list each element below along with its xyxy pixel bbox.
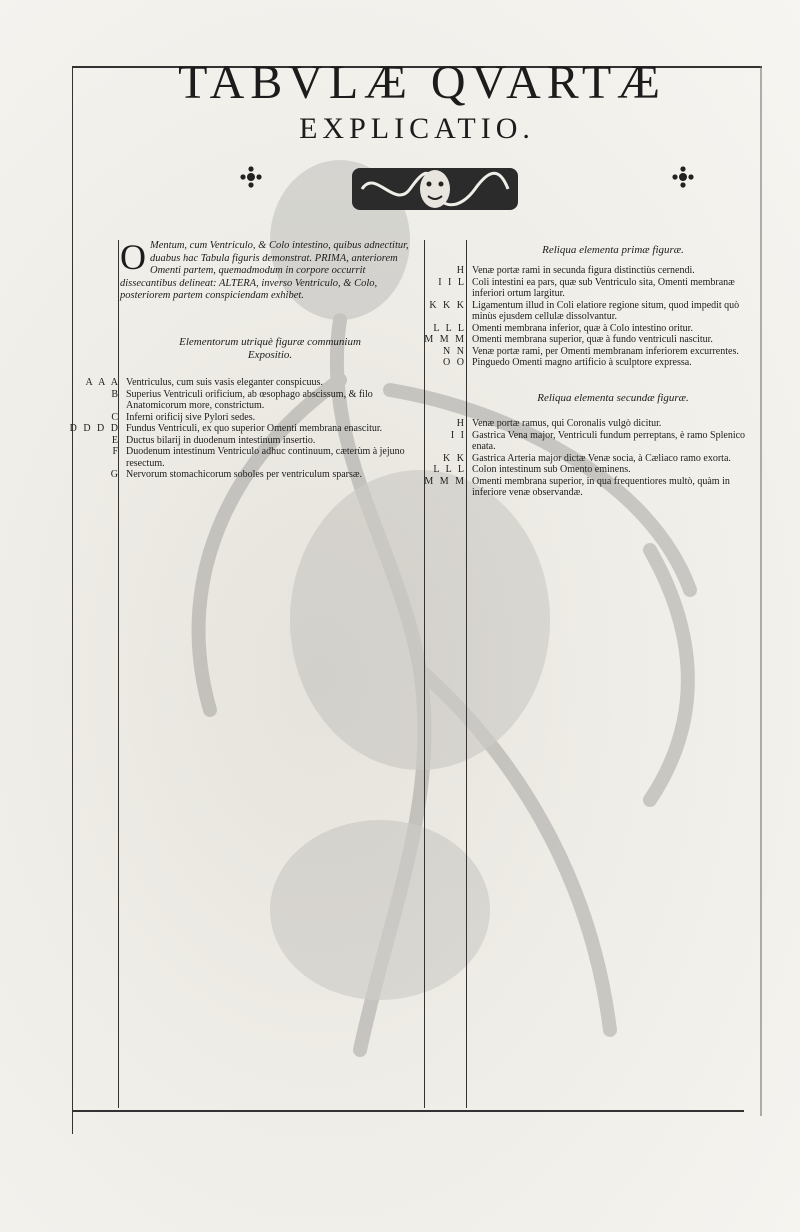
list-item — [456, 418, 757, 430]
item-label: G — [110, 469, 120, 480]
item-text: Nervorum stomachicorum soboles per ventriculum sparsæ. — [126, 469, 363, 480]
item-label: L L L — [433, 322, 466, 334]
item-label: O O — [443, 357, 466, 368]
first-figure-heading: Reliqua elementa primæ figuræ. — [542, 244, 684, 256]
item-label: M M M — [424, 475, 466, 487]
item-label: L L L — [433, 464, 466, 475]
item-text: Venæ portæ rami, per Omenti membranam inferiorem excurrentes. — [472, 345, 739, 357]
item-text: Omenti membrana inferior, quæ à Colo intestino oritur. — [472, 322, 693, 334]
item-label: A A A — [85, 377, 120, 388]
column-rule-middle — [424, 240, 425, 1108]
item-label: D D D D — [69, 423, 120, 434]
list-item — [433, 464, 757, 476]
list-item — [443, 452, 757, 465]
list-item — [429, 299, 757, 323]
second-figure-list — [424, 418, 757, 499]
list-item — [111, 411, 416, 424]
item-label: H — [456, 265, 466, 276]
item-label: B — [111, 388, 120, 400]
item-label: K K K — [429, 299, 466, 311]
column-rule-left — [118, 240, 119, 1108]
page-subtitle: EXPLICATIO. — [299, 112, 535, 145]
list-item — [111, 388, 416, 412]
list-item — [85, 377, 416, 389]
item-text: Ventriculus, cum suis vasis eleganter conspicuus. — [126, 377, 323, 388]
fleuron-right-icon — [672, 166, 694, 188]
item-label: M M M — [424, 334, 466, 345]
list-item — [69, 423, 416, 435]
item-label: K K — [443, 452, 466, 464]
item-label: F — [112, 446, 120, 457]
item-label: I I — [450, 429, 466, 441]
item-text: Colon intestinum sub Omento eminens. — [472, 464, 631, 475]
list-item — [110, 469, 416, 481]
list-item — [111, 434, 416, 447]
item-text: Venæ portæ rami in secunda figura distinctiùs cernendi. — [472, 265, 695, 276]
common-elements-list — [69, 377, 416, 481]
second-figure-heading: Reliqua elementa secundæ figuræ. — [537, 392, 689, 404]
fleuron-left-icon — [240, 166, 262, 188]
item-text: Ductus bilarij in duodenum intestinum insertio. — [126, 434, 316, 446]
list-item — [456, 265, 757, 277]
item-text: Omenti membrana superior, quæ à fundo ventriculi nascitur. — [472, 334, 713, 345]
item-text: Gastrica Arteria major dictæ Venæ socia, à Cæliaco ramo exorta. — [472, 452, 731, 464]
drop-cap-letter: O — [120, 237, 146, 277]
item-text: Ligamentum illud in Coli elatiore regione situm, quod impedit quò minùs ejusdem cellulæ dissolvantur. — [472, 299, 740, 322]
item-text: Coli intestini ea pars, quæ sub Ventriculo sita, Omenti membranæ inferiori ortum largitur. — [472, 276, 735, 299]
column-rule-right — [466, 240, 467, 1108]
list-item — [450, 429, 757, 453]
list-item — [424, 334, 757, 346]
item-text: Venæ portæ ramus, qui Coronalis vulgò dicitur. — [472, 418, 662, 429]
frame-right-rule — [760, 66, 762, 1116]
intro-paragraph — [120, 237, 420, 303]
item-text: Fundus Ventriculi, ex quo superior Omenti membrana enascitur. — [126, 423, 383, 434]
item-label: C — [111, 411, 120, 423]
item-label: N N — [443, 345, 466, 357]
list-item — [443, 357, 757, 369]
list-item — [112, 446, 416, 469]
intro-text: Mentum, cum Ventriculo, & Colo intestino, quibus adnectitur, duabus hac Tabula figuris demonstrat. PRIMA, anteriorem Omenti partem, quemadmodum in corpore occurrit dissecantibus delineat: ALTERA, inverso Ventriculo, & Colo, posteriorem partem conspiciendam exhibet. — [120, 240, 409, 302]
item-text: Superius Ventriculi orificium, ab œsophago abscissum, & filo Anatomicorum more, constrictum. — [126, 388, 373, 411]
common-elements-heading: Elementorum utriquè figuræ communium Expositio. — [179, 336, 361, 361]
list-item — [443, 345, 757, 358]
item-text: Gastrica Vena major, Ventriculi fundum perreptans, è ramo Splenico enata. — [472, 429, 746, 452]
list-item — [433, 322, 757, 335]
frame-bottom-rule — [72, 1110, 744, 1112]
page-title: TABVLÆ QVARTÆ — [178, 56, 666, 109]
item-label: E — [111, 434, 120, 446]
list-item — [424, 475, 757, 499]
item-text: Inferni orificij sive Pylori sedes. — [126, 411, 256, 423]
first-figure-list — [424, 265, 757, 369]
item-label: I I L — [438, 276, 466, 288]
item-text: Pinguedo Omenti magno artificio à sculptore expressa. — [472, 357, 692, 368]
mask-ornament-icon — [350, 160, 520, 218]
frame-left-rule — [72, 66, 73, 1134]
item-text: Omenti membrana superior, in qua frequentiores multò, quàm in inferiore venæ observandæ. — [472, 475, 730, 498]
list-item — [438, 276, 757, 300]
item-label: H — [456, 418, 466, 429]
item-text: Duodenum intestinum Ventriculo adhuc continuum, cæterùm à jejuno resectum. — [126, 446, 405, 469]
